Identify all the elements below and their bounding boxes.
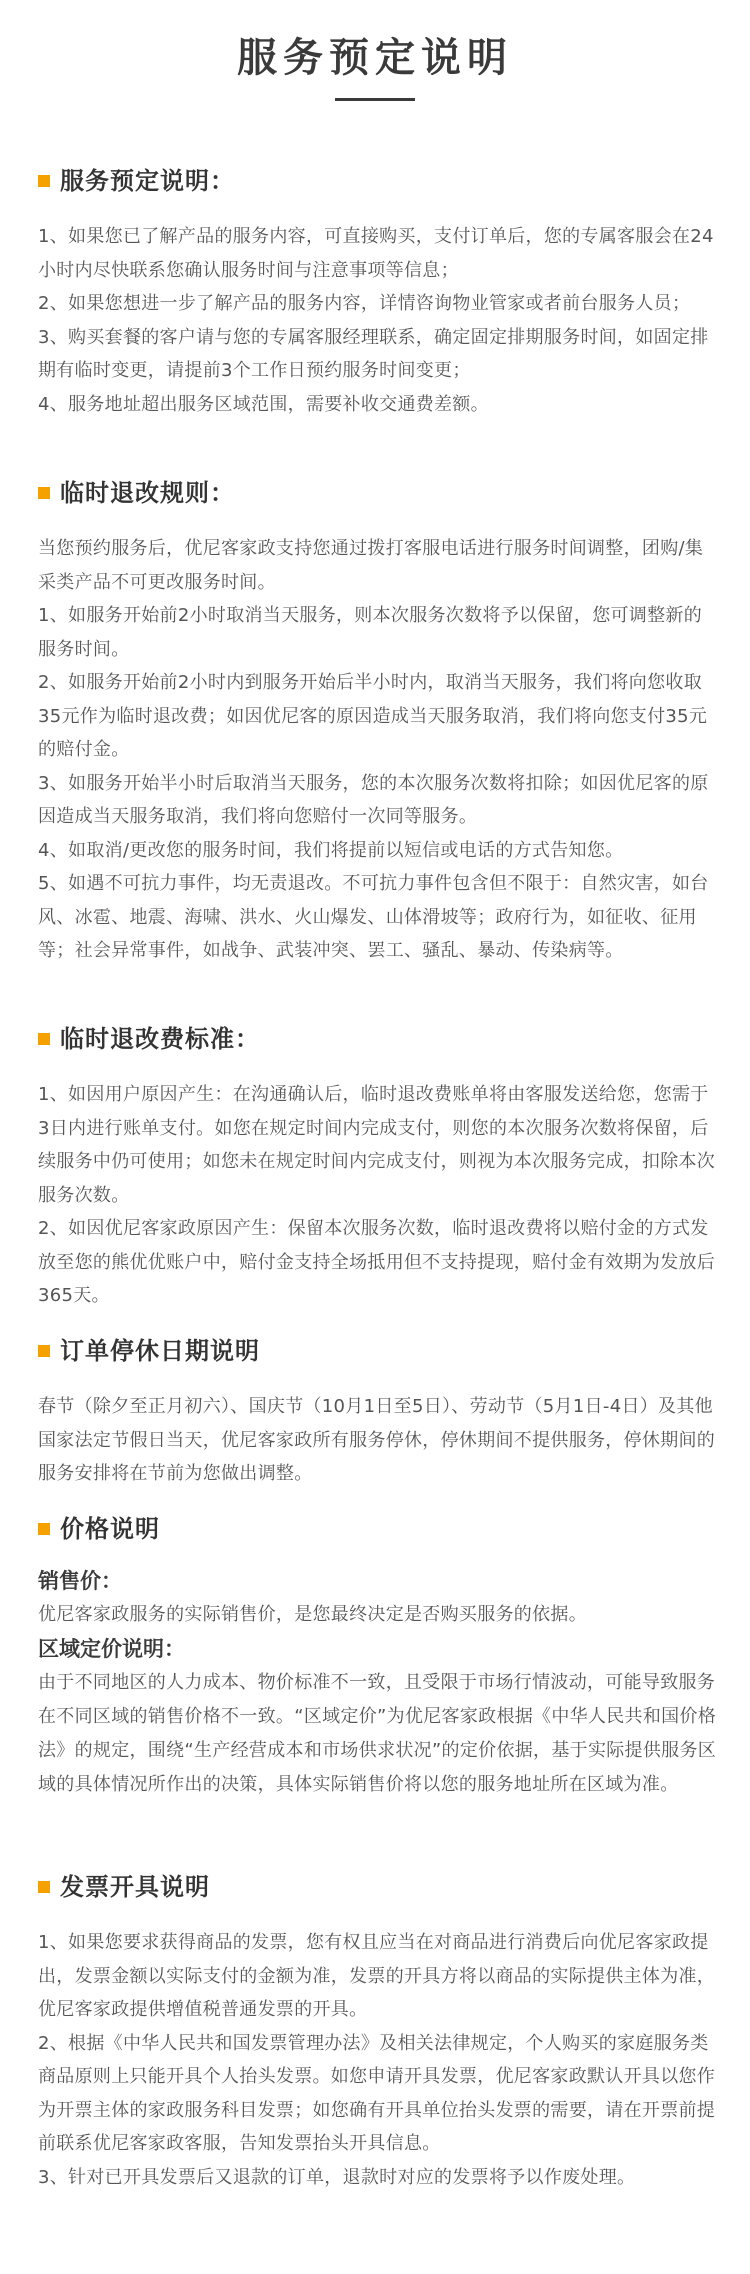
paragraph: 2、根据《中华人民共和国发票管理办法》及相关法律规定，个人购买的家庭服务类商品原则上只能开具个人抬头发票。如您申请开具发票，优尼客家政默认开具以您作为开票主体的家政服务科目发票；如您确有开具单位抬头发票的需要，请在开票前提前联系优尼客家政客服，告知发票抬头开具信息。: [38, 2032, 716, 2154]
paragraph: 春节（除夕至正月初六）、国庆节（10月1日至5日）、劳动节（5月1日-4日）及其他国家法定节假日当天，优尼客家政所有服务停休，停休期间不提供服务，停休期间的服务安排将在节前为您做出调整。: [38, 1396, 716, 1484]
section-header: [38, 1862, 718, 1912]
section-header: [38, 1014, 718, 1064]
orange-square-icon: [38, 1881, 50, 1893]
paragraph: 3、如服务开始半小时后取消当天服务，您的本次服务次数将扣除；如因优尼客的原因造成当天服务取消，我们将向您赔付一次同等服务。: [38, 772, 709, 827]
section-body: [38, 1390, 718, 1491]
orange-square-icon: [38, 175, 50, 187]
page-title: 服务预定说明: [237, 34, 513, 81]
section-body: [38, 1926, 718, 2194]
paragraph: 4、服务地址超出服务区域范围，需要补收交通费差额。: [38, 393, 489, 415]
section-booking-notice: [38, 156, 718, 421]
section-body: [38, 532, 718, 968]
section-title: 临时退改费标准：: [60, 1025, 260, 1053]
paragraph: 3、购买套餐的客户请与您的专属客服经理联系，确定固定排期服务时间，如固定排期有临时变更，请提前3个工作日预约服务时间变更；: [38, 326, 709, 381]
section-change-fee-standard: [38, 1014, 718, 1313]
paragraph: 当您预约服务后，优尼客家政支持您通过拨打客服电话进行服务时间调整，团购/集采类产品不可更改服务时间。: [38, 538, 704, 593]
orange-square-icon: [38, 487, 50, 499]
section-body: [38, 220, 718, 421]
paragraph: 2、如服务开始前2小时内到服务开始后半小时内，取消当天服务，我们将向您收取35元作为临时退改费；如因优尼客的原因造成当天服务取消，我们将向您支付35元的赔付金。: [38, 672, 708, 760]
paragraph: 1、如服务开始前2小时取消当天服务，则本次服务次数将予以保留，您可调整新的服务时间。: [38, 605, 703, 660]
orange-square-icon: [38, 1523, 50, 1535]
section-title: 服务预定说明：: [60, 167, 235, 195]
section-title: 临时退改规则：: [60, 479, 235, 507]
sale-price-label: 销售价：: [38, 1568, 122, 1593]
paragraph: 2、如果您想进一步了解产品的服务内容，详情咨询物业管家或者前台服务人员；: [38, 293, 691, 314]
section-title: 订单停休日期说明: [60, 1337, 260, 1365]
paragraph: 2、如因优尼客家政原因产生：保留本次服务次数，临时退改费将以赔付金的方式发放至您的熊优优账户中，赔付金支持全场抵用但不支持提现，赔付金有效期为发放后365天。: [38, 1218, 716, 1306]
section-title: 价格说明: [60, 1515, 160, 1543]
section-header: [38, 1326, 718, 1376]
paragraph: 5、如遇不可抗力事件，均无责退改。不可抗力事件包含但不限于：自然灾害，如台风、冰雹、地震、海啸、洪水、火山爆发、山体滑坡等；政府行为，如征收、征用等；社会异常事件，如战争、武装冲突、罢工、骚乱、暴动、传染病等。: [38, 873, 709, 961]
orange-square-icon: [38, 1345, 50, 1357]
section-body: [38, 1564, 718, 1802]
region-price-label: 区域定价说明：: [38, 1636, 185, 1661]
paragraph: 4、如取消/更改您的服务时间，我们将提前以短信或电话的方式告知您。: [38, 839, 624, 861]
section-body: [38, 1078, 718, 1313]
region-price-text: 由于不同地区的人力成本、物价标准不一致，且受限于市场行情波动，可能导致服务在不同区域的销售价格不一致。“区域定价”为优尼客家政根据《中华人民共和国价格法》的规定，围绕“生产经营成本和市场供求状况”的定价依据，基于实际提供服务区域的具体情况所作出的决策，具体实际销售价将以您的服务地址所在区域为准。: [38, 1672, 717, 1795]
paragraph: 1、如果您要求获得商品的发票，您有权且应当在对商品进行消费后向优尼客家政提出，发票金额以实际支付的金额为准，发票的开具方将以商品的实际提供主体为准，优尼客家政提供增值税普通发票的开具。: [38, 1932, 716, 2020]
paragraph: 1、如果您已了解产品的服务内容，可直接购买，支付订单后，您的专属客服会在24小时内尽快联系您确认服务时间与注意事项等信息；: [38, 226, 714, 281]
section-title: 发票开具说明: [60, 1873, 210, 1901]
paragraph: 3、针对已开具发票后又退款的订单，退款时对应的发票将予以作废处理。: [38, 2166, 636, 2188]
section-header: [38, 1504, 718, 1554]
section-order-suspension-dates: [38, 1326, 718, 1491]
paragraph: 1、如因用户原因产生：在沟通确认后，临时退改费账单将由客服发送给您，您需于3日内进行账单支付。如您在规定时间内完成支付，则您的本次服务次数将保留，后续服务中仍可使用；如您未在规定时间内完成支付，则视为本次服务完成，扣除本次服务次数。: [38, 1084, 716, 1206]
section-temporary-change-rules: [38, 468, 718, 968]
title-underline: [335, 98, 415, 101]
section-price-notice: [38, 1504, 718, 1802]
section-header: [38, 468, 718, 518]
section-invoice-notice: [38, 1862, 718, 2194]
section-header: [38, 156, 718, 206]
sale-price-text: 优尼客家政服务的实际销售价，是您最终决定是否购买服务的依据。: [38, 1604, 587, 1625]
orange-square-icon: [38, 1033, 50, 1045]
